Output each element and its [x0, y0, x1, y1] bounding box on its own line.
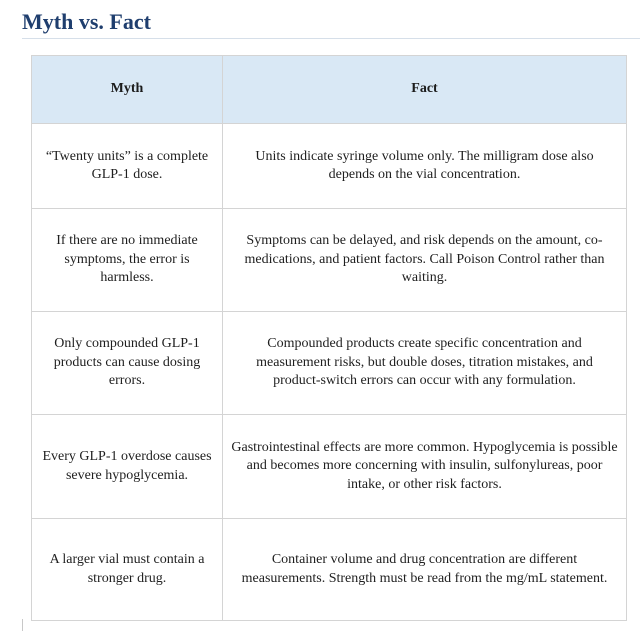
table-row	[32, 312, 627, 415]
fact-cell: Symptoms can be delayed, and risk depends on the amount, co-medications, and patient factors. Call Poison Control rather than waiting.	[223, 209, 627, 312]
title-divider	[22, 38, 640, 39]
fact-cell: Container volume and drug concentration are different measurements. Strength must be read from the mg/mL statement.	[223, 519, 627, 621]
text-cursor-mark	[22, 619, 23, 631]
myth-cell: Only compounded GLP-1 products can cause dosing errors.	[32, 312, 223, 415]
myth-cell: A larger vial must contain a stronger drug.	[32, 519, 223, 621]
page-title: Myth vs. Fact	[22, 9, 151, 34]
fact-cell: Units indicate syringe volume only. The milligram dose also depends on the vial concentration.	[223, 124, 627, 209]
myth-cell: If there are no immediate symptoms, the error is harmless.	[32, 209, 223, 312]
column-header-fact: Fact	[223, 56, 627, 124]
fact-cell: Compounded products create specific concentration and measurement risks, but double doses, titration mistakes, and product-switch errors can occur with any formulation.	[223, 312, 627, 415]
myth-fact-table-container	[31, 55, 626, 621]
myth-fact-table	[31, 55, 627, 621]
table-row	[32, 415, 627, 519]
table-row	[32, 209, 627, 312]
column-header-myth: Myth	[32, 56, 223, 124]
myth-cell: “Twenty units” is a complete GLP-1 dose.	[32, 124, 223, 209]
table-row	[32, 124, 627, 209]
table-header-row	[32, 56, 627, 124]
table-row	[32, 519, 627, 621]
fact-cell: Gastrointestinal effects are more common. Hypoglycemia is possible and becomes more concerning with insulin, sulfonylureas, poor intake, or other risk factors.	[223, 415, 627, 519]
myth-cell: Every GLP-1 overdose causes severe hypoglycemia.	[32, 415, 223, 519]
